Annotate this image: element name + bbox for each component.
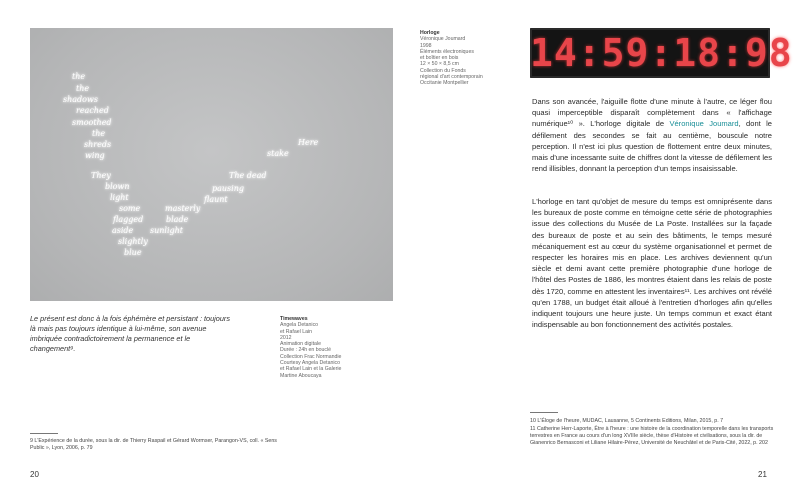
artwork-image (30, 28, 393, 301)
credit-line: et Rafael Lain (280, 328, 313, 335)
artwork-word: flagged (113, 215, 144, 224)
artwork-word: the (92, 129, 106, 138)
artwork-word: stake (267, 149, 289, 158)
artwork-word: shreds (84, 140, 112, 149)
paragraph-2 (532, 196, 772, 330)
credit-line: Véronique Joumard (420, 36, 466, 43)
artwork-word: The dead (229, 171, 267, 180)
artwork-word: blown (105, 182, 130, 191)
paragraph-1-text-end: , dont le défilement des secondes se fait au centième, bouscule notre perception. Il n'est ici plus question de flottement entre deux minutes, mais d'une incessante suite de chiffres dont la vitesse de défilement les rend illisibles, donnant la perception d'un temps insaisissable. (532, 119, 772, 174)
artwork-word: blue (124, 248, 142, 257)
clock-credit (420, 30, 520, 87)
artwork-word: wing (85, 151, 105, 160)
credit-line: et Rafael Lain et la Galerie (280, 366, 342, 373)
artwork-word: smoothed (72, 118, 112, 127)
artwork-word: the (72, 72, 86, 81)
artwork-word: They (91, 171, 111, 180)
page-number-left: 20 (30, 470, 39, 479)
credit-line: Durée : 24h en bouclé (280, 347, 332, 354)
artwork-word: slightly (118, 237, 148, 246)
artwork-word: light (110, 193, 129, 202)
credit-line: et boîtier en bois (420, 55, 459, 62)
credit-line: 1998 (420, 42, 432, 49)
credit-line: Éléments électroniques (420, 48, 474, 55)
artwork-word: masterly (165, 204, 201, 213)
footnote-9: 9 L'Expérience de la durée, sous la dir. de Thierry Raspail et Gérard Wormser, Parangon-VS, coll. « Sens Public », Lyon, 2006, p. 79 (30, 438, 277, 451)
credit-line: Occitanie Montpellier (420, 80, 469, 87)
paragraph-1-text: Dans son avancée, l'aiguille flotte d'une minute à l'autre, ce léger flou quasi imperceptible disparaît complètement dans « l'affichage numérique¹⁰ ». L'horloge digitale de (532, 97, 772, 129)
footnote-10: 10 L'Éloge de l'heure, MUDAC, Lausanne, 5 Continents Editions, Milan, 2015, p. 7 (530, 418, 724, 424)
artwork-word: the (76, 84, 90, 93)
credit-title: Horloge (420, 30, 440, 36)
artwork-word: Here (298, 138, 319, 147)
artwork-credit (280, 316, 380, 379)
credit-line: Collection du Fonds (420, 67, 466, 74)
artwork-word: flaunt (204, 195, 228, 204)
credit-line: Courtesy Angela Detanico (280, 360, 340, 367)
page-number-right: 21 (758, 470, 767, 479)
artwork-word: shadows (63, 95, 98, 104)
digital-clock-image (530, 28, 793, 78)
credit-title: Timewaves (280, 316, 308, 322)
footnote-divider (30, 433, 58, 434)
footnote-11: 11 Catherine Herr-Laporte, Être à l'heure : une histoire de la coordination temporelle dans les transports terrestres en France au cours d'un long XVIIIe siècle, thèse d'Histoire et civilisations, sous la dir. de Gianenrico Bernasconi et Liliane Hilaire-Pérez, Université de Neuchâtel et de Paris-Cité, 2022, p. 202 (530, 426, 774, 446)
artwork-caption: Le présent est donc à la fois éphémère et persistant : toujours là mais pas toujours identique à lui-même, son avenue imbriquée contradictoirement la permanence et le changement⁹. (30, 314, 230, 353)
artwork-word: reached (76, 106, 109, 115)
credit-line: Martine Aboucaya (280, 372, 322, 379)
artwork-word: aside (112, 226, 134, 235)
credit-line: Angela Detanico (280, 322, 319, 329)
artwork-word: sunlight (150, 226, 184, 235)
paragraph-1 (532, 96, 772, 174)
clock-digits: 14:59:18:98 (530, 31, 793, 75)
credit-line: 2012 (280, 334, 292, 341)
credit-line: Collection Frac Normandie (280, 353, 342, 360)
artwork-word: some (119, 204, 141, 213)
artist-name-highlight: Véronique Joumard (669, 119, 739, 129)
credit-line: 12 × 50 × 8,5 cm (420, 61, 459, 68)
paragraph-2-text: L'horloge en tant qu'objet de mesure du temps est omniprésente dans les bureaux de poste comme en témoigne cette série de photographies issue des collections du Musée de La Poste. Installées sur la façade des bureaux de poste et au sein des bâtiments, le temps mesuré mécaniquement est au cœur du système organisationnel et permet de respecter les horaires mis en place. Les archives deviennent qu'un siècle et demi avant cette première photographie d'une horloge de l'hôtel des Postes de 1886, les montres étaient dans les relais de poste dès 1720, comme en attestent les inventaires¹¹. Les archives ont révélé qu'en 1788, un budget était alloué à l'entretien d'horloges afin qu'elles indiquent toujours une heure juste. Un temps commun et exact étant indispensable au bon fonctionnement des activités postales. (532, 197, 772, 330)
credit-line: régional d'art contemporain (420, 74, 483, 81)
artwork-word: blade (166, 215, 189, 224)
artwork-word: pausing (212, 184, 244, 193)
footnote-divider (530, 412, 558, 413)
credit-line: Animation digitale (280, 341, 321, 348)
